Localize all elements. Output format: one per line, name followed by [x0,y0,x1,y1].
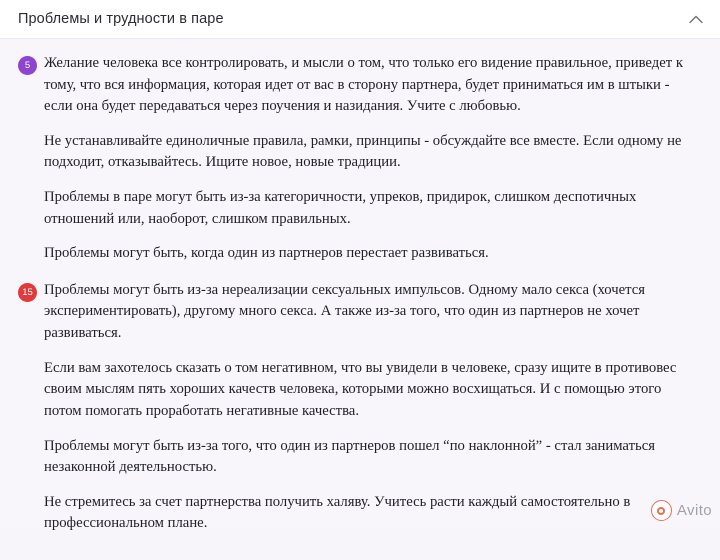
status-badge: 5 [18,56,37,75]
content-block [18,53,700,278]
chevron-up-icon[interactable] [686,9,706,29]
page-title: Проблемы и трудности в паре [18,11,224,27]
paragraph: Если вам захотелось сказать о том негативном, что вы увидели в человеке, сразу ищите в противовес своим мыслям пять хороших качеств человека, которыми можно восхищаться. И с помощью этого потом помогать проработать негативные качества. [44,359,677,419]
content-block [18,280,700,548]
avito-logo-icon [651,500,672,521]
paragraph: Желание человека все контролировать, и мысли о том, что только его видение правильное, приведет к тому, что вся информация, которая идет от вас в сторону партнера, будет приниматься им в штыки - если она будет передаваться через поучения и назидания. Учите с любовью. [44,55,683,115]
paragraph: Проблемы могут быть из-за нереализации сексуальных импульсов. Одному мало секса (хочется экспериментировать), другому много секса. А также из-за того, что один из партнеров не хочет развиваться. [44,281,646,342]
paragraph: Проблемы в паре могут быть из-за категоричности, упреков, придирок, слишком деспотичных отношений или, наоборот, слишком правильных. [44,189,637,227]
section-header[interactable] [0,0,720,39]
paragraph: Проблемы могут быть из-за того, что один из партнеров пошел “по наклонной” - стал заниматься незаконной деятельностью. [44,437,655,476]
paragraph: Не стремитесь за счет партнерства получить халяву. Учитесь расти каждый самостоятельно в профессиональном плане. [44,493,631,532]
watermark [651,500,712,521]
paragraph-group [44,280,700,548]
status-badge: 15 [18,283,37,302]
paragraph-group [44,53,700,278]
watermark-label: Avito [676,502,712,519]
paragraph: Проблемы могут быть, когда один из партнеров перестает развиваться. [44,245,489,262]
document-content [0,39,720,560]
paragraph: Не устанавливайте единоличные правила, рамки, принципы - обсуждайте все вместе. Если одному не подходит, отказывайтесь. Ищите новое, новые традиции. [44,132,682,171]
